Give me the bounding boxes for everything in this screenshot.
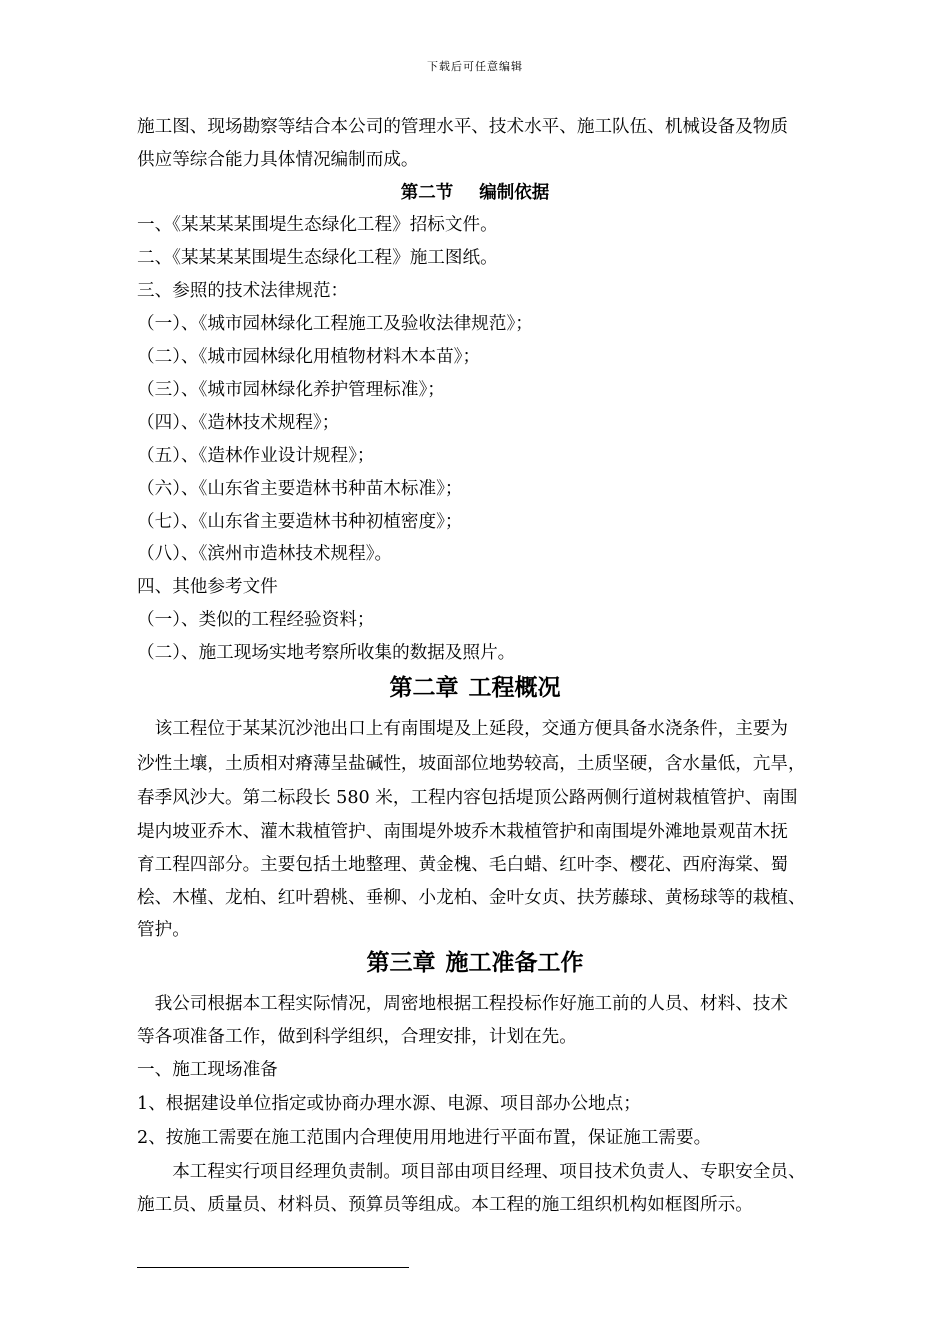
page-header: 下载后可任意编辑: [427, 60, 523, 73]
list-item: （五）、《造林作业设计规程》；: [137, 446, 375, 466]
body-line: 春季风沙大。第二标段长 580 米，工程内容包括堤顶公路两侧行道树栽植管护、南围: [137, 788, 798, 808]
body-line: 管护。: [137, 920, 190, 940]
body-line: 桧、木槿、龙柏、红叶碧桃、垂柳、小龙柏、金叶女贞、扶芳藤球、黄杨球等的栽植、: [137, 888, 806, 908]
chapter-title: 工程概况: [468, 674, 561, 701]
chapter-title: 施工准备工作: [445, 949, 584, 976]
chapter-number: 第三章: [366, 949, 436, 976]
chapter-heading: [0, 948, 950, 978]
list-item: （六）、《山东省主要造林书种苗木标准》；: [137, 479, 463, 499]
section-heading: [0, 181, 950, 205]
section-title: 编制依据: [479, 183, 550, 203]
body-line: 供应等综合能力具体情况编制而成。: [137, 150, 419, 170]
chapter-heading: [0, 673, 950, 703]
list-item: （四）、《造林技术规程》；: [137, 413, 340, 433]
body-line: 施工员、质量员、材料员、预算员等组成。本工程的施工组织机构如框图所示。: [137, 1195, 753, 1215]
footnote-divider: [137, 1267, 409, 1268]
list-item: 四、其他参考文件: [137, 577, 278, 597]
list-item: 一、《某某某某围堤生态绿化工程》招标文件。: [137, 215, 498, 235]
body-line: 我公司根据本工程实际情况，周密地根据工程投标作好施工前的人员、材料、技术: [137, 994, 788, 1014]
list-item: （一）、类似的工程经验资料；: [137, 610, 375, 630]
section-number: 第二节: [400, 183, 454, 203]
body-line: 该工程位于某某沉沙池出口上有南围堤及上延段，交通方便具备水浇条件，主要为: [137, 719, 788, 739]
body-line: 沙性土壤，土质相对瘠薄呈盐碱性，坡面部位地势较高，土质坚硬，含水量低，亢旱，: [137, 754, 806, 774]
body-line: 堤内坡亚乔木、灌木栽植管护、南围堤外坡乔木栽植管护和南围堤外滩地景观苗木抚: [137, 822, 788, 842]
body-line: 本工程实行项目经理负责制。项目部由项目经理、项目技术负责人、专职安全员、: [137, 1162, 806, 1182]
list-item: （二）、施工现场实地考察所收集的数据及照片。: [137, 643, 516, 663]
list-item: （一）、《城市园林绿化工程施工及验收法律规范》；: [137, 314, 533, 334]
body-line: 2、按施工需要在施工范围内合理使用用地进行平面布置，保证施工需要。: [137, 1128, 712, 1148]
chapter-number: 第二章: [389, 674, 459, 701]
body-line: 1、根据建设单位指定或协商办理水源、电源、项目部办公地点；: [137, 1094, 641, 1114]
body-line: 等各项准备工作，做到科学组织，合理安排，计划在先。: [137, 1027, 577, 1047]
list-item: （三）、《城市园林绿化养护管理标准》；: [137, 380, 445, 400]
list-item: 三、参照的技术法律规范：: [137, 281, 349, 301]
list-item: （七）、《山东省主要造林书种初植密度》；: [137, 512, 463, 532]
body-line: 育工程四部分。主要包括土地整理、黄金槐、毛白蜡、红叶李、樱花、西府海棠、蜀: [137, 855, 788, 875]
body-line: 施工图、现场勘察等结合本公司的管理水平、技术水平、施工队伍、机械设备及物质: [137, 117, 788, 137]
body-line: 一、施工现场准备: [137, 1060, 278, 1080]
list-item: 二、《某某某某围堤生态绿化工程》施工图纸。: [137, 248, 498, 268]
list-item: （二）、《城市园林绿化用植物材料木本苗》；: [137, 347, 481, 367]
list-item: （八）、《滨州市造林技术规程》。: [137, 544, 393, 564]
